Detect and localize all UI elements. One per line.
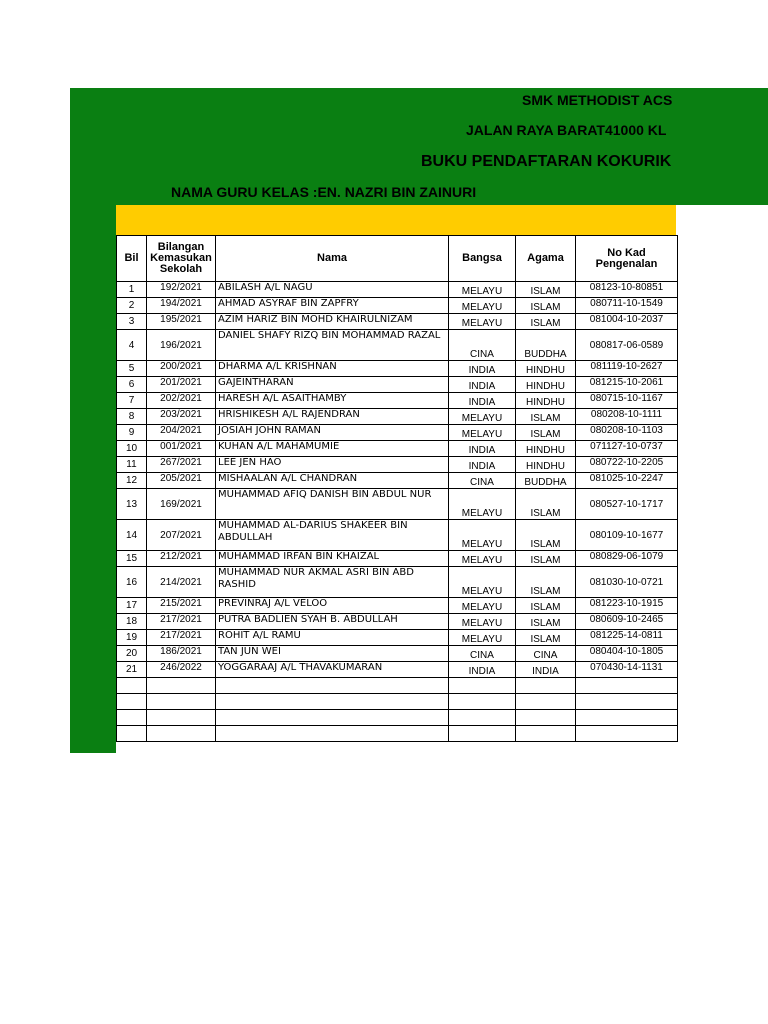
empty-cell: [516, 678, 576, 694]
cell-bangsa: INDIA: [449, 361, 516, 377]
empty-row: [117, 678, 678, 694]
cell-nama: ABILASH A/L NAGU: [216, 282, 449, 298]
cell-agama: ISLAM: [516, 489, 576, 520]
cell-nama: KUHAN A/L MAHAMUMIE: [216, 441, 449, 457]
cell-nama: HARESH A/L ASAITHAMBY: [216, 393, 449, 409]
column-header-bil: Bil: [117, 236, 147, 282]
cell-bangsa: INDIA: [449, 393, 516, 409]
cell-bil: 15: [117, 551, 147, 567]
cell-agama: ISLAM: [516, 614, 576, 630]
cell-kemasukan: 202/2021: [147, 393, 216, 409]
cell-bangsa: MELAYU: [449, 598, 516, 614]
table-row: [117, 441, 678, 457]
empty-cell: [576, 726, 678, 742]
cell-no-kad: 081119-10-2627: [576, 361, 678, 377]
table-row: [117, 598, 678, 614]
cell-agama: BUDDHA: [516, 473, 576, 489]
table-row: [117, 409, 678, 425]
cell-no-kad: 080711-10-1549: [576, 298, 678, 314]
table-row: [117, 457, 678, 473]
cell-bil: 18: [117, 614, 147, 630]
empty-cell: [216, 710, 449, 726]
table-row: [117, 314, 678, 330]
cell-nama: DANIEL SHAFY RIZQ BIN MOHAMMAD RAZAL: [216, 330, 449, 361]
column-header-kad: No Kad Pengenalan: [576, 236, 678, 282]
empty-cell: [449, 710, 516, 726]
cell-bangsa: INDIA: [449, 662, 516, 678]
cell-agama: ISLAM: [516, 425, 576, 441]
table-row: [117, 662, 678, 678]
empty-cell: [117, 678, 147, 694]
cell-kemasukan: 201/2021: [147, 377, 216, 393]
cell-no-kad: 080829-06-1079: [576, 551, 678, 567]
cell-kemasukan: 217/2021: [147, 614, 216, 630]
table-row: [117, 567, 678, 598]
cell-bil: 5: [117, 361, 147, 377]
cell-kemasukan: 194/2021: [147, 298, 216, 314]
cell-bangsa: INDIA: [449, 441, 516, 457]
cell-nama: TAN JUN WEI: [216, 646, 449, 662]
table-row: [117, 298, 678, 314]
cell-bangsa: MELAYU: [449, 567, 516, 598]
cell-bil: 14: [117, 520, 147, 551]
cell-nama: MISHAALAN A/L CHANDRAN: [216, 473, 449, 489]
cell-agama: HINDHU: [516, 441, 576, 457]
school-address: JALAN RAYA BARAT41000 KL: [466, 122, 667, 138]
empty-cell: [216, 678, 449, 694]
cell-nama: AHMAD ASYRAF BIN ZAPFRY: [216, 298, 449, 314]
cell-bil: 11: [117, 457, 147, 473]
cell-no-kad: 080109-10-1677: [576, 520, 678, 551]
empty-row: [117, 710, 678, 726]
cell-nama: JOSIAH JOHN RAMAN: [216, 425, 449, 441]
cell-no-kad: 081215-10-2061: [576, 377, 678, 393]
table-row: [117, 361, 678, 377]
empty-cell: [516, 726, 576, 742]
cell-kemasukan: 186/2021: [147, 646, 216, 662]
empty-cell: [576, 694, 678, 710]
cell-kemasukan: 215/2021: [147, 598, 216, 614]
student-register-table: [116, 235, 678, 742]
cell-kemasukan: 169/2021: [147, 489, 216, 520]
cell-kemasukan: 267/2021: [147, 457, 216, 473]
empty-cell: [449, 694, 516, 710]
table-row: [117, 520, 678, 551]
cell-nama: MUHAMMAD NUR AKMAL ASRI BIN ABD RASHID: [216, 567, 449, 598]
cell-nama: MUHAMMAD IRFAN BIN KHAIZAL: [216, 551, 449, 567]
cell-bangsa: MELAYU: [449, 282, 516, 298]
school-name: SMK METHODIST ACS: [522, 92, 673, 108]
cell-bil: 6: [117, 377, 147, 393]
cell-no-kad: 080404-10-1805: [576, 646, 678, 662]
cell-agama: ISLAM: [516, 551, 576, 567]
class-teacher: NAMA GURU KELAS :EN. NAZRI BIN ZAINURI: [171, 184, 477, 200]
empty-cell: [147, 694, 216, 710]
cell-no-kad: 080609-10-2465: [576, 614, 678, 630]
cell-bil: 8: [117, 409, 147, 425]
cell-bangsa: MELAYU: [449, 425, 516, 441]
document-title: BUKU PENDAFTARAN KOKURIK: [421, 153, 672, 170]
table-row: [117, 551, 678, 567]
cell-kemasukan: 246/2022: [147, 662, 216, 678]
empty-cell: [516, 710, 576, 726]
cell-bangsa: CINA: [449, 646, 516, 662]
empty-cell: [576, 678, 678, 694]
cell-nama: ROHIT A/L RAMU: [216, 630, 449, 646]
cell-kemasukan: 207/2021: [147, 520, 216, 551]
cell-nama: PREVINRAJ A/L VELOO: [216, 598, 449, 614]
empty-cell: [117, 694, 147, 710]
cell-bil: 21: [117, 662, 147, 678]
cell-bil: 13: [117, 489, 147, 520]
cell-agama: ISLAM: [516, 520, 576, 551]
left-margin-band: [70, 205, 116, 753]
empty-cell: [449, 726, 516, 742]
cell-bil: 7: [117, 393, 147, 409]
cell-bil: 4: [117, 330, 147, 361]
cell-bangsa: MELAYU: [449, 409, 516, 425]
cell-bangsa: INDIA: [449, 377, 516, 393]
cell-no-kad: 080208-10-1103: [576, 425, 678, 441]
cell-kemasukan: 192/2021: [147, 282, 216, 298]
cell-agama: INDIA: [516, 662, 576, 678]
table-row: [117, 282, 678, 298]
cell-nama: DHARMA A/L KRISHNAN: [216, 361, 449, 377]
empty-cell: [449, 678, 516, 694]
table-row: [117, 630, 678, 646]
cell-bangsa: MELAYU: [449, 520, 516, 551]
cell-agama: ISLAM: [516, 282, 576, 298]
cell-agama: ISLAM: [516, 409, 576, 425]
cell-nama: LEE JEN HAO: [216, 457, 449, 473]
cell-bil: 10: [117, 441, 147, 457]
cell-bangsa: MELAYU: [449, 314, 516, 330]
cell-nama: PUTRA BADLIEN SYAH B. ABDULLAH: [216, 614, 449, 630]
cell-bangsa: MELAYU: [449, 614, 516, 630]
cell-kemasukan: 001/2021: [147, 441, 216, 457]
cell-agama: ISLAM: [516, 598, 576, 614]
cell-bil: 1: [117, 282, 147, 298]
table-row: [117, 489, 678, 520]
cell-no-kad: 080527-10-1717: [576, 489, 678, 520]
cell-kemasukan: 200/2021: [147, 361, 216, 377]
cell-bangsa: MELAYU: [449, 630, 516, 646]
cell-bil: 3: [117, 314, 147, 330]
empty-cell: [147, 678, 216, 694]
table-row: [117, 646, 678, 662]
cell-kemasukan: 203/2021: [147, 409, 216, 425]
cell-agama: BUDDHA: [516, 330, 576, 361]
cell-nama: HRISHIKESH A/L RAJENDRAN: [216, 409, 449, 425]
cell-no-kad: 080817-06-0589: [576, 330, 678, 361]
column-header-kemasukan: Bilangan Kemasukan Sekolah: [147, 236, 216, 282]
empty-row: [117, 726, 678, 742]
table-row: [117, 330, 678, 361]
cell-bangsa: INDIA: [449, 457, 516, 473]
cell-bangsa: MELAYU: [449, 551, 516, 567]
cell-bil: 19: [117, 630, 147, 646]
cell-bil: 16: [117, 567, 147, 598]
cell-agama: ISLAM: [516, 630, 576, 646]
cell-bangsa: MELAYU: [449, 489, 516, 520]
cell-agama: HINDHU: [516, 361, 576, 377]
cell-no-kad: 081025-10-2247: [576, 473, 678, 489]
empty-cell: [147, 726, 216, 742]
cell-agama: ISLAM: [516, 298, 576, 314]
cell-no-kad: 08123-10-80851: [576, 282, 678, 298]
cell-bil: 9: [117, 425, 147, 441]
cell-nama: YOGGARAAJ A/L THAVAKUMARAN: [216, 662, 449, 678]
table-row: [117, 377, 678, 393]
cell-kemasukan: 214/2021: [147, 567, 216, 598]
empty-cell: [576, 710, 678, 726]
table-row: [117, 425, 678, 441]
cell-kemasukan: 196/2021: [147, 330, 216, 361]
cell-kemasukan: 195/2021: [147, 314, 216, 330]
cell-nama: MUHAMMAD AL-DARIUS SHAKEER BIN ABDULLAH: [216, 520, 449, 551]
empty-cell: [117, 710, 147, 726]
cell-no-kad: 080722-10-2205: [576, 457, 678, 473]
cell-agama: HINDHU: [516, 457, 576, 473]
cell-bangsa: MELAYU: [449, 298, 516, 314]
empty-cell: [216, 726, 449, 742]
cell-kemasukan: 217/2021: [147, 630, 216, 646]
table-row: [117, 473, 678, 489]
cell-no-kad: 080715-10-1167: [576, 393, 678, 409]
column-header-agama: Agama: [516, 236, 576, 282]
highlight-bar: [116, 205, 676, 235]
cell-no-kad: 071127-10-0737: [576, 441, 678, 457]
cell-bil: 20: [117, 646, 147, 662]
cell-nama: GAJEINTHARAN: [216, 377, 449, 393]
cell-no-kad: 081225-14-0811: [576, 630, 678, 646]
cell-bangsa: CINA: [449, 473, 516, 489]
cell-nama: AZIM HARIZ BIN MOHD KHAIRULNIZAM: [216, 314, 449, 330]
cell-bil: 2: [117, 298, 147, 314]
empty-cell: [147, 710, 216, 726]
cell-kemasukan: 204/2021: [147, 425, 216, 441]
cell-no-kad: 081223-10-1915: [576, 598, 678, 614]
cell-no-kad: 081030-10-0721: [576, 567, 678, 598]
cell-kemasukan: 205/2021: [147, 473, 216, 489]
cell-agama: ISLAM: [516, 567, 576, 598]
column-header-bangsa: Bangsa: [449, 236, 516, 282]
cell-bil: 12: [117, 473, 147, 489]
cell-agama: HINDHU: [516, 377, 576, 393]
cell-agama: HINDHU: [516, 393, 576, 409]
table-row: [117, 614, 678, 630]
cell-kemasukan: 212/2021: [147, 551, 216, 567]
empty-cell: [216, 694, 449, 710]
cell-bil: 17: [117, 598, 147, 614]
cell-no-kad: 081004-10-2037: [576, 314, 678, 330]
cell-agama: ISLAM: [516, 314, 576, 330]
cell-nama: MUHAMMAD AFIQ DANISH BIN ABDUL NUR: [216, 489, 449, 520]
column-header-nama: Nama: [216, 236, 449, 282]
cell-no-kad: 080208-10-1111: [576, 409, 678, 425]
table-row: [117, 393, 678, 409]
cell-no-kad: 070430-14-1131: [576, 662, 678, 678]
table-header-row: [117, 236, 678, 282]
empty-row: [117, 694, 678, 710]
empty-cell: [516, 694, 576, 710]
empty-cell: [117, 726, 147, 742]
cell-agama: CINA: [516, 646, 576, 662]
cell-bangsa: CINA: [449, 330, 516, 361]
